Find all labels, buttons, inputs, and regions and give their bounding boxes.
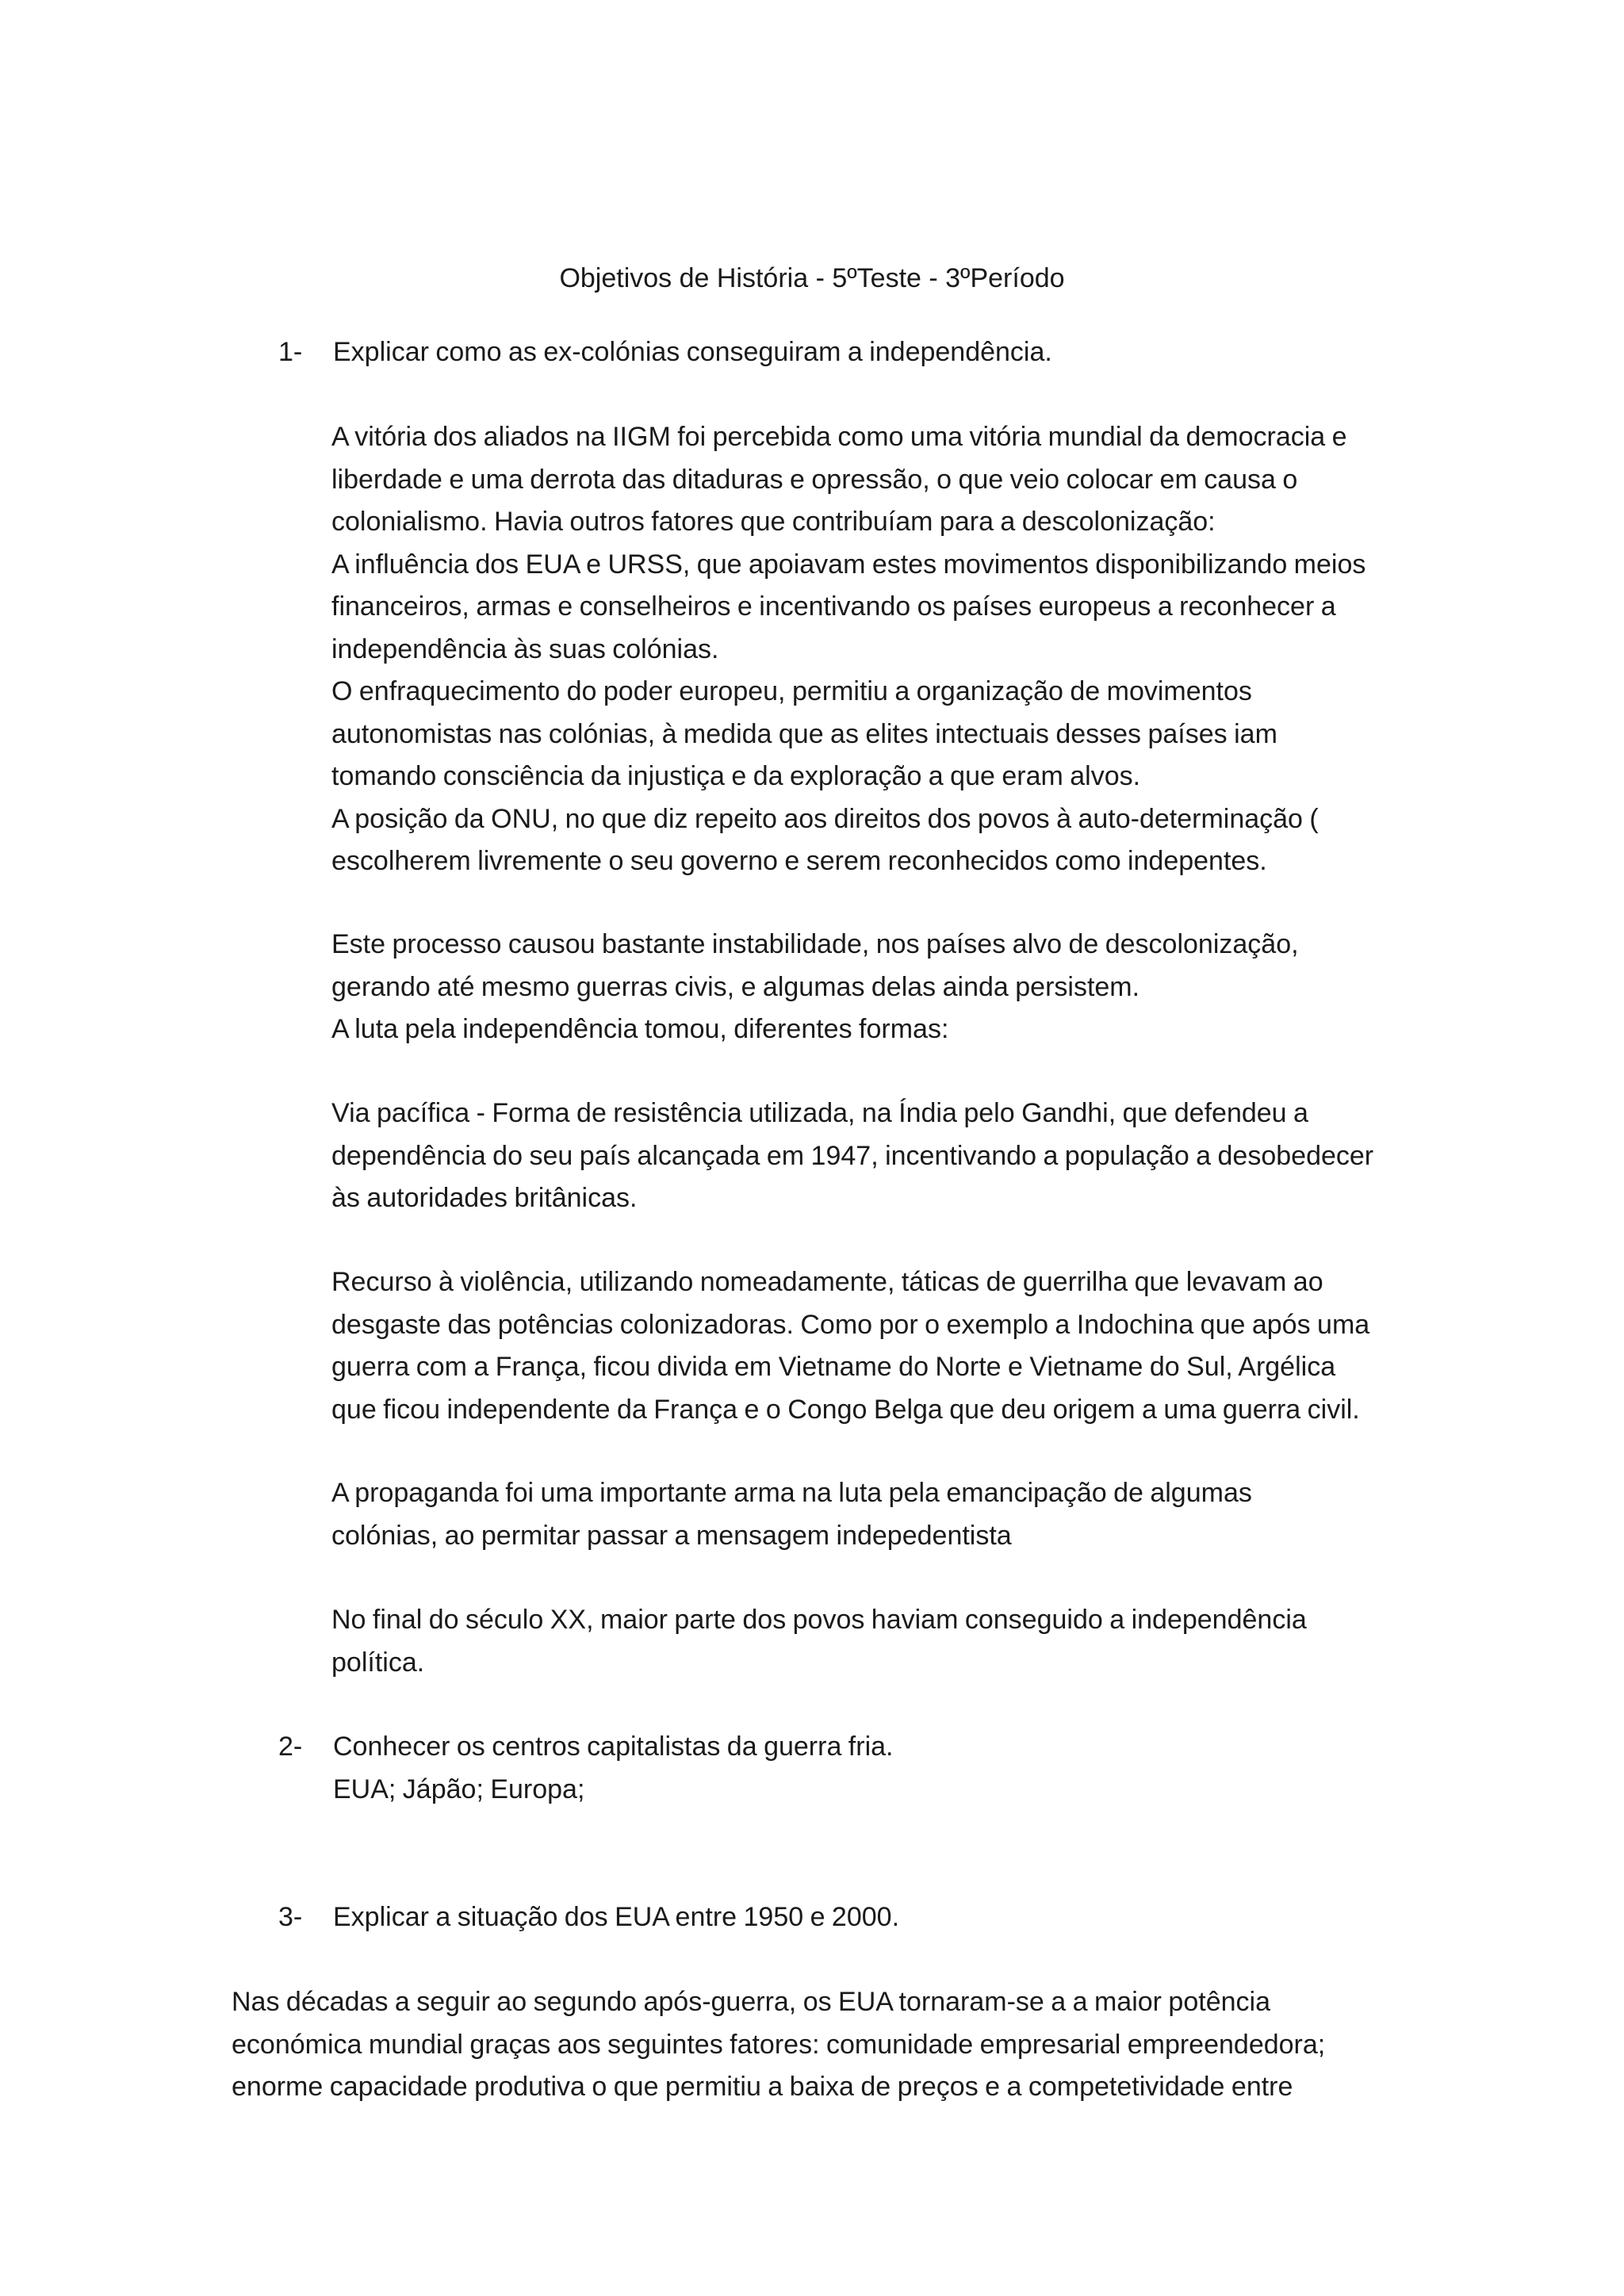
paragraph-end-of-century: No final do século XX, maior parte dos povos haviam conseguido a independência política. bbox=[331, 1605, 1307, 1678]
list-item-number: 3- bbox=[278, 1902, 303, 1932]
list-item-heading: Explicar como as ex-colónias conseguiram a independência. bbox=[333, 337, 1052, 367]
list-item-number: 2- bbox=[278, 1732, 303, 1762]
paragraph-violence: Recurso à violência, utilizando nomeadamente, táticas de guerrilha que levavam ao desgaste das potências colonizadoras. Como por o exemplo a Indochina que após uma guerra com a França, ficou divida em Vietname do Norte e Vietname do Sul, Argélica que ficou independente da França e o Congo Belga que deu origem a uma guerra civil. bbox=[331, 1267, 1370, 1425]
paragraph-instability: Este processo causou bastante instabilidade, nos países alvo de descolonização, gerando até mesmo guerras civis, e algumas delas ainda persistem. A luta pela independência tomou, diferentes formas: bbox=[331, 929, 1299, 1044]
paragraph-peaceful-way: Via pacífica - Forma de resistência utilizada, na Índia pelo Gandhi, que defendeu a dependência do seu país alcançada em 1947, incentivando a população a desobedecer às autoridades britânicas. bbox=[331, 1098, 1374, 1213]
paragraph-propaganda: A propaganda foi uma importante arma na luta pela emancipação de algumas colónias, ao permitar passar a mensagem indepedentista bbox=[331, 1478, 1252, 1551]
paragraph-usa-situation: Nas décadas a seguir ao segundo após-guerra, os EUA tornaram-se a a maior potência económica mundial graças aos seguintes fatores: comunidade empresarial empreendedora; enorme capacidade produtiva o que permitiu a baixa de preços e a competetividade entre bbox=[232, 1987, 1326, 2102]
list-item-heading: Explicar a situação dos EUA entre 1950 e 2000. bbox=[333, 1902, 900, 1932]
list-item-heading: Conhecer os centros capitalistas da guerra fria. EUA; Jápão; Europa; bbox=[333, 1732, 894, 1804]
list-item-number: 1- bbox=[278, 337, 303, 367]
paragraph-decolonization-factors: A vitória dos aliados na IIGM foi percebida como uma vitória mundial da democracia e liberdade e uma derrota das ditaduras e opressão, o que veio colocar em causa o colonialismo. Havia outros fatores que contribuíam para a descolonização: A influência dos EUA e URSS, que apoiavam estes movimentos disponibilizando meios financeiros, armas e conselheiros e incentivando os países europeus a reconhecer a independência às suas colónias. O enfraquecimento do poder europeu, permitiu a organização de movimentos autonomistas nas colónias, à medida que as elites intectuais desses países iam tomando consciência da injustiça e da exploração a que eram alvos. A posição da ONU, no que diz repeito aos direitos dos povos à auto-determinação ( escolherem livremente o seu governo e serem reconhecidos como indepentes. bbox=[331, 422, 1366, 876]
document-title: Objetivos de História - 5ºTeste - 3ºPeríodo bbox=[559, 263, 1065, 293]
